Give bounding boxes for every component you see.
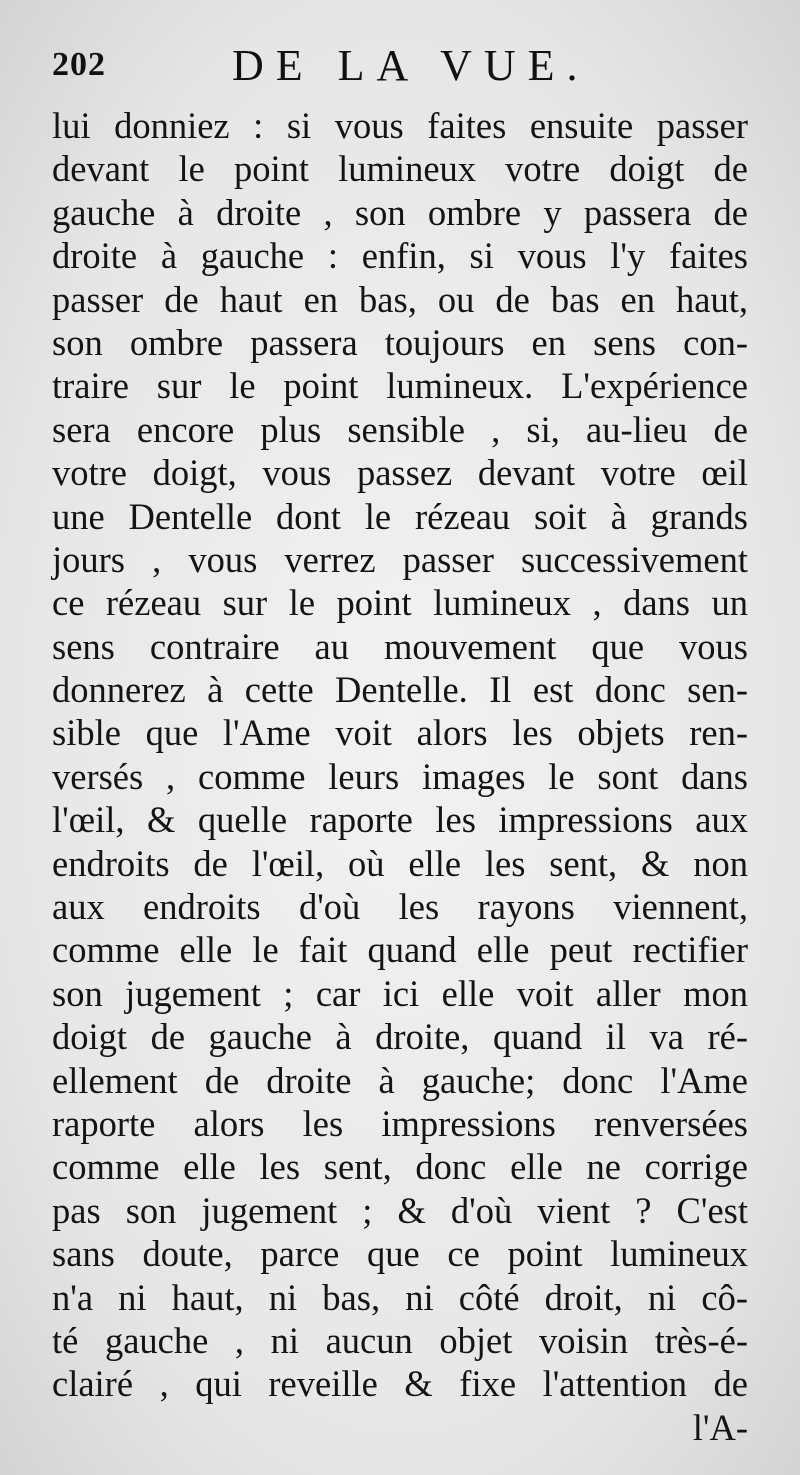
text-line: devant le point lumineux votre doigt de	[52, 148, 748, 190]
text-line: une Dentelle dont le rézeau soit à grands	[52, 495, 748, 537]
text-line: raporte alors les impressions renversées	[52, 1102, 748, 1144]
body-text	[52, 104, 748, 1449]
text-line: l'œil, & quelle raporte les impressions aux	[52, 799, 748, 841]
text-line: ellement de droite à gauche; donc l'Ame	[52, 1059, 748, 1101]
text-line: versés , comme leurs images le sont dans	[52, 755, 748, 797]
running-title: DE LA VUE.	[232, 41, 590, 90]
catchword: l'A-	[692, 1406, 748, 1448]
text-line: n'a ni haut, ni bas, ni côté droit, ni cô-	[52, 1276, 748, 1318]
text-line: sans doute, parce que ce point lumineux	[52, 1233, 748, 1275]
text-line: donnerez à cette Dentelle. Il est donc sen-	[52, 669, 748, 711]
text-line: doigt de gauche à droite, quand il va ré-	[52, 1016, 748, 1058]
text-line: traire sur le point lumineux. L'expérience	[52, 365, 748, 407]
text-line: clairé , qui reveille & fixe l'attention de	[52, 1363, 748, 1405]
page-number: 202	[52, 46, 106, 83]
page-header	[52, 40, 752, 90]
text-line: lui donniez : si vous faites ensuite passer	[52, 105, 748, 146]
text-line: passer de haut en bas, ou de bas en haut,	[52, 278, 748, 320]
text-line: aux endroits d'où les rayons viennent,	[52, 886, 748, 928]
text-line: son ombre passera toujours en sens con-	[52, 321, 748, 363]
text-line: comme elle le fait quand elle peut rectifier	[52, 929, 748, 971]
text-line: votre doigt, vous passez devant votre œil	[52, 452, 748, 494]
text-line: ce rézeau sur le point lumineux , dans un	[52, 582, 748, 624]
text-line: comme elle les sent, donc elle ne corrige	[52, 1146, 748, 1188]
text-line: son jugement ; car ici elle voit aller mon	[52, 972, 748, 1014]
text-line: jours , vous verrez passer successivement	[52, 538, 748, 580]
text-line: sible que l'Ame voit alors les objets ren-	[52, 712, 748, 754]
text-line: sera encore plus sensible , si, au-lieu de	[52, 408, 748, 450]
text-line: droite à gauche : enfin, si vous l'y faites	[52, 235, 748, 277]
text-line: endroits de l'œil, où elle les sent, & non	[52, 842, 748, 884]
text-line: sens contraire au mouvement que vous	[52, 625, 748, 667]
text-line: gauche à droite , son ombre y passera de	[52, 191, 748, 233]
text-line: pas son jugement ; & d'où vient ? C'est	[52, 1189, 748, 1231]
text-line: té gauche , ni aucun objet voisin très-é-	[52, 1319, 748, 1361]
